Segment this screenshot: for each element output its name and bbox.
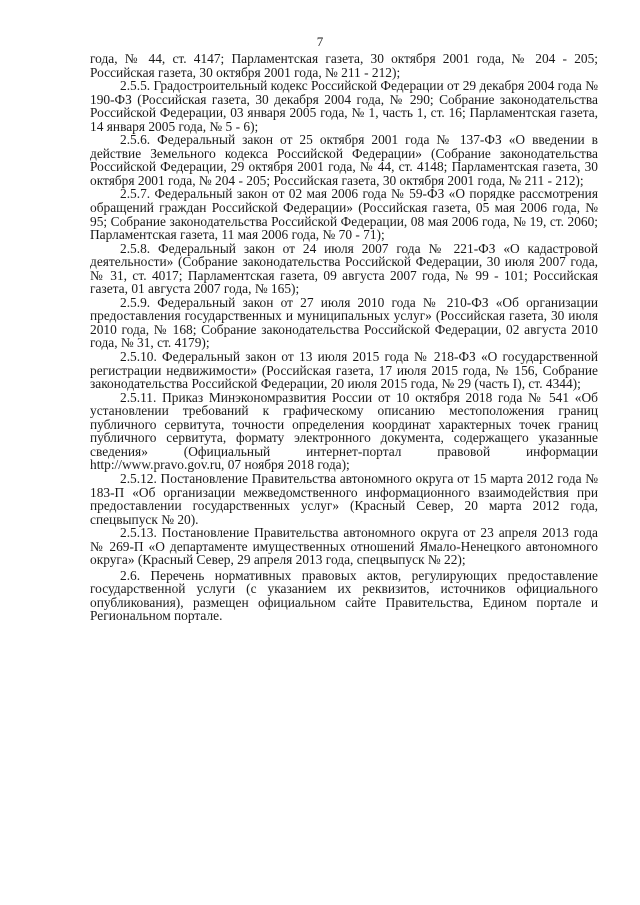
paragraph: года, № 44, ст. 4147; Парламентская газета, 30 октября 2001 года, № 204 - 205; Российская газета, 30 октября 2001 года, № 211 - 212);: [90, 51, 598, 80]
paragraph: 2.5.8. Федеральный закон от 24 июля 2007 года № 221-ФЗ «О кадастровой деятельности» (Собрание законодательства Российской Федерации, 30 июля 2007 года, № 31, ст. 4017; Парламентская газета, 09 августа 2007 года, № 99 - 101; Российская газета, 01 августа 2007 года, № 165);: [90, 240, 598, 297]
paragraph: 2.5.5. Градостроительный кодекс Российской Федерации от 29 декабря 2004 года № 190-ФЗ (Российская газета, 30 декабря 2004 года, № 290; Собрание законодательства Российской Федерации, 03 января 2005 года, № 1, часть 1, ст. 16; Парламентская газета, 14 января 2005 года, № 5 - 6);: [90, 78, 598, 134]
paragraph: 2.5.7. Федеральный закон от 02 мая 2006 года № 59-ФЗ «О порядке рассмотрения обращений граждан Российской Федерации» (Российская газета, 05 мая 2006 года, № 95; Собрание законодательства Российской Федерации, 08 мая 2006 года, № 19, ст. 2060; Парламентская газета, 11 мая 2006 года, № 70 - 71);: [90, 186, 598, 243]
paragraph: 2.5.13. Постановление Правительства автономного округа от 23 апреля 2013 года № 269-П «О департаменте имущественных отношений Ямало-Ненецкого автономного округа» (Красный Север, 29 апреля 2013 года, спецвыпуск № 22);: [90, 525, 598, 568]
paragraph: 2.6. Перечень нормативных правовых актов, регулирующих предоставление государственной услуги (с указанием их реквизитов, источников официального опубликования), размещен официальном сайте Правительства, Едином портале и Региональном портале.: [90, 567, 598, 624]
paragraph: 2.5.10. Федеральный закон от 13 июля 2015 года № 218-ФЗ «О государственной регистрации недвижимости» (Российская газета, 17 июля 2015 года, № 156, Собрание законодательства Российской Федерации, 20 июля 2015 года, № 29 (часть I), ст. 4344);: [90, 349, 598, 392]
paragraph: 2.5.11. Приказ Минэкономразвития России от 10 октября 2018 года № 541 «Об установлении требований к графическому описанию местоположения границ публичного сервитута, точности определения координат характерных точек границ публичного сервитута, формату электронного документа, содержащего указанные сведения» (Официальный интернет-портал правовой информации http://www.pravo.gov.ru, 07 ноября 2018 года);: [90, 389, 598, 473]
paragraph: 2.5.9. Федеральный закон от 27 июля 2010 года № 210-ФЗ «Об организации предоставления государственных и муниципальных услуг» (Российская газета, 30 июля 2010 года, № 168; Собрание законодательства Российской Федерации, 02 августа 2010 года, № 31, ст. 4179);: [90, 294, 598, 351]
page-number: 7: [316, 34, 324, 49]
paragraph: 2.5.6. Федеральный закон от 25 октября 2001 года № 137-ФЗ «О введении в действие Земельного кодекса Российской Федерации» (Собрание законодательства Российской Федерации, 29 октября 2001 года, № 44, ст. 4148; Парламентская газета, 30 октября 2001 года, № 204 - 205; Российская газета, 30 октября 2001 года, № 211 - 212);: [90, 132, 598, 188]
paragraph: 2.5.12. Постановление Правительства автономного округа от 15 марта 2012 года № 183-П «Об организации межведомственного информационного взаимодействия при предоставлении государственных услуг» (Красный Север, 20 марта 2012 года, спецвыпуск № 20).: [90, 470, 598, 527]
document-body: [90, 52, 598, 623]
